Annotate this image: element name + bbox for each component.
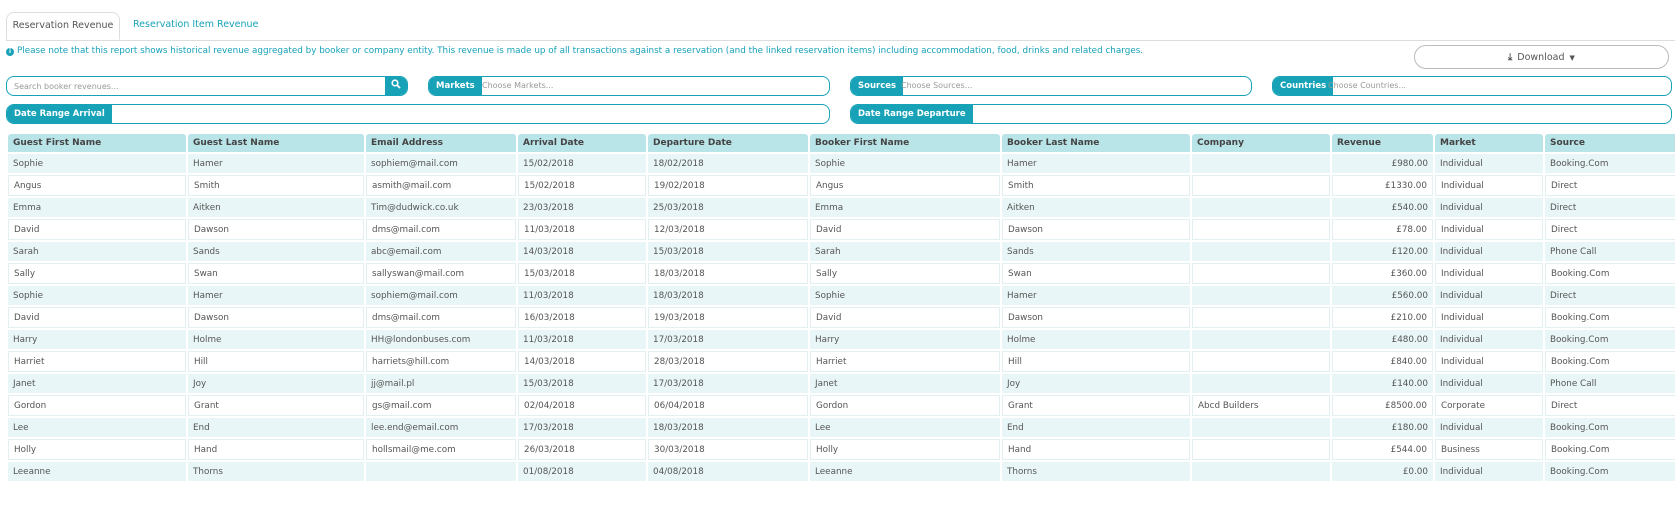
cell-arrival-date: 01/08/2018 — [518, 462, 646, 481]
cell-guest-first-name: Sophie — [8, 154, 186, 173]
date-range-arrival-input[interactable] — [6, 104, 830, 124]
cell-email-address: abc@email.com — [366, 242, 516, 261]
table-row[interactable] — [8, 307, 1675, 328]
cell-booker-last-name: Sands — [1002, 242, 1190, 261]
cell-guest-last-name: Grant — [188, 395, 364, 416]
cell-guest-last-name: Joy — [188, 374, 364, 393]
cell-booker-first-name: Sophie — [810, 154, 1000, 173]
cell-revenue: £180.00 — [1332, 418, 1433, 437]
cell-market: Individual — [1435, 198, 1543, 217]
cell-market: Individual — [1435, 263, 1543, 284]
date-range-departure-input[interactable] — [850, 104, 1672, 124]
cell-guest-first-name: Emma — [8, 198, 186, 217]
cell-revenue: £544.00 — [1332, 439, 1433, 460]
cell-market: Individual — [1435, 330, 1543, 349]
cell-booker-last-name: Joy — [1002, 374, 1190, 393]
table-row[interactable] — [8, 219, 1675, 240]
cell-source: Direct — [1545, 198, 1675, 217]
cell-booker-first-name: Leeanne — [810, 462, 1000, 481]
cell-guest-first-name: Leeanne — [8, 462, 186, 481]
cell-booker-last-name: Hill — [1002, 351, 1190, 372]
cell-booker-first-name: Harry — [810, 330, 1000, 349]
info-note — [6, 46, 1206, 56]
cell-arrival-date: 15/02/2018 — [518, 154, 646, 173]
cell-booker-first-name: Lee — [810, 418, 1000, 437]
table-row[interactable] — [8, 286, 1675, 305]
cell-booker-last-name: Aitken — [1002, 198, 1190, 217]
cell-guest-first-name: David — [8, 307, 186, 328]
cell-source: Booking.Com — [1545, 418, 1675, 437]
table-body — [8, 154, 1675, 481]
download-label: Download — [1517, 52, 1565, 63]
cell-revenue: £560.00 — [1332, 286, 1433, 305]
cell-arrival-date: 26/03/2018 — [518, 439, 646, 460]
search-icon — [391, 79, 401, 89]
cell-email-address: HH@londonbuses.com — [366, 330, 516, 349]
cell-source: Booking.Com — [1545, 307, 1675, 328]
cell-departure-date: 15/03/2018 — [648, 242, 808, 261]
search-button[interactable] — [385, 77, 407, 95]
cell-booker-last-name: Grant — [1002, 395, 1190, 416]
cell-booker-first-name: Sarah — [810, 242, 1000, 261]
cell-market: Individual — [1435, 351, 1543, 372]
cell-email-address: dms@mail.com — [366, 219, 516, 240]
cell-arrival-date: 11/03/2018 — [518, 286, 646, 305]
cell-source: Phone Call — [1545, 374, 1675, 393]
table-row[interactable] — [8, 154, 1675, 173]
cell-email-address: Tim@dudwick.co.uk — [366, 198, 516, 217]
cell-market: Individual — [1435, 154, 1543, 173]
cell-company — [1192, 418, 1330, 437]
cell-guest-first-name: Angus — [8, 175, 186, 196]
cell-email-address: gs@mail.com — [366, 395, 516, 416]
cell-guest-first-name: Harriet — [8, 351, 186, 372]
cell-revenue: £8500.00 — [1332, 395, 1433, 416]
cell-booker-last-name: Hamer — [1002, 154, 1190, 173]
cell-source: Direct — [1545, 175, 1675, 196]
cell-source: Booking.Com — [1545, 462, 1675, 481]
cell-market: Business — [1435, 439, 1543, 460]
cell-departure-date: 17/03/2018 — [648, 374, 808, 393]
cell-email-address: sophiem@mail.com — [366, 154, 516, 173]
cell-email-address: lee.end@email.com — [366, 418, 516, 437]
cell-booker-last-name: Dawson — [1002, 219, 1190, 240]
cell-guest-last-name: Aitken — [188, 198, 364, 217]
cell-market: Individual — [1435, 374, 1543, 393]
cell-company: Abcd Builders — [1192, 395, 1330, 416]
cell-source: Direct — [1545, 286, 1675, 305]
cell-guest-last-name: Swan — [188, 263, 364, 284]
table-row[interactable] — [8, 198, 1675, 217]
cell-guest-last-name: Sands — [188, 242, 364, 261]
cell-arrival-date: 14/03/2018 — [518, 351, 646, 372]
cell-revenue: £980.00 — [1332, 154, 1433, 173]
cell-arrival-date: 15/03/2018 — [518, 374, 646, 393]
cell-market: Individual — [1435, 418, 1543, 437]
cell-guest-first-name: Lee — [8, 418, 186, 437]
cell-arrival-date: 15/02/2018 — [518, 175, 646, 196]
markets-filter[interactable] — [428, 76, 830, 96]
cell-guest-last-name: Hand — [188, 439, 364, 460]
cell-company — [1192, 175, 1330, 196]
cell-guest-first-name: Gordon — [8, 395, 186, 416]
cell-company — [1192, 439, 1330, 460]
markets-filter-placeholder: Choose Markets... — [482, 81, 554, 90]
sources-filter[interactable] — [850, 76, 1252, 96]
cell-market: Individual — [1435, 219, 1543, 240]
cell-arrival-date: 14/03/2018 — [518, 242, 646, 261]
cell-revenue: £540.00 — [1332, 198, 1433, 217]
cell-market: Individual — [1435, 175, 1543, 196]
cell-booker-first-name: Harriet — [810, 351, 1000, 372]
cell-arrival-date: 11/03/2018 — [518, 219, 646, 240]
cell-departure-date: 19/03/2018 — [648, 307, 808, 328]
cell-booker-last-name: Smith — [1002, 175, 1190, 196]
table-row[interactable] — [8, 462, 1675, 481]
cell-departure-date: 28/03/2018 — [648, 351, 808, 372]
cell-booker-first-name: Janet — [810, 374, 1000, 393]
cell-guest-first-name: Holly — [8, 439, 186, 460]
cell-booker-last-name: Hamer — [1002, 286, 1190, 305]
cell-guest-first-name: Sophie — [8, 286, 186, 305]
date-range-arrival-label: Date Range Arrival — [7, 105, 112, 123]
table-row[interactable] — [8, 395, 1675, 416]
download-icon: ⤓ — [1508, 52, 1513, 63]
cell-guest-last-name: Hamer — [188, 286, 364, 305]
table-row[interactable] — [8, 175, 1675, 196]
revenue-table — [6, 132, 1675, 483]
column-header-departure-date[interactable]: Departure Date — [648, 134, 808, 152]
cell-booker-first-name: Emma — [810, 198, 1000, 217]
countries-filter[interactable] — [1272, 76, 1672, 96]
cell-source: Booking.Com — [1545, 154, 1675, 173]
cell-departure-date: 06/04/2018 — [648, 395, 808, 416]
cell-email-address: harriets@hill.com — [366, 351, 516, 372]
cell-departure-date: 18/03/2018 — [648, 286, 808, 305]
cell-booker-last-name: Holme — [1002, 330, 1190, 349]
cell-guest-last-name: Holme — [188, 330, 364, 349]
date-range-departure-label: Date Range Departure — [851, 105, 973, 123]
cell-company — [1192, 154, 1330, 173]
cell-market: Individual — [1435, 286, 1543, 305]
cell-source: Booking.Com — [1545, 351, 1675, 372]
cell-booker-last-name: End — [1002, 418, 1190, 437]
cell-company — [1192, 307, 1330, 328]
cell-arrival-date: 16/03/2018 — [518, 307, 646, 328]
cell-guest-first-name: Sally — [8, 263, 186, 284]
cell-departure-date: 19/02/2018 — [648, 175, 808, 196]
column-header-company[interactable]: Company — [1192, 134, 1330, 152]
cell-source: Booking.Com — [1545, 330, 1675, 349]
cell-email-address: asmith@mail.com — [366, 175, 516, 196]
column-header-email-address[interactable]: Email Address — [366, 134, 516, 152]
cell-arrival-date: 02/04/2018 — [518, 395, 646, 416]
tab-bar — [6, 12, 1675, 41]
cell-booker-first-name: Sophie — [810, 286, 1000, 305]
cell-company — [1192, 374, 1330, 393]
cell-booker-last-name: Hand — [1002, 439, 1190, 460]
cell-booker-first-name: David — [810, 307, 1000, 328]
cell-revenue: £78.00 — [1332, 219, 1433, 240]
search-input[interactable] — [7, 77, 401, 95]
cell-booker-first-name: Gordon — [810, 395, 1000, 416]
cell-company — [1192, 242, 1330, 261]
column-header-guest-last-name[interactable]: Guest Last Name — [188, 134, 364, 152]
column-header-booker-last-name[interactable]: Booker Last Name — [1002, 134, 1190, 152]
sources-filter-placeholder: Choose Sources... — [901, 81, 973, 90]
cell-arrival-date: 17/03/2018 — [518, 418, 646, 437]
sources-filter-label: Sources — [851, 77, 903, 95]
cell-guest-last-name: End — [188, 418, 364, 437]
cell-email-address: sophiem@mail.com — [366, 286, 516, 305]
cell-revenue: £360.00 — [1332, 263, 1433, 284]
cell-guest-first-name: David — [8, 219, 186, 240]
cell-departure-date: 18/03/2018 — [648, 263, 808, 284]
cell-booker-first-name: David — [810, 219, 1000, 240]
info-note-text: Please note that this report shows historical revenue aggregated by booker or company entity. This revenue is made up of all transactions against a reservation (and the linked reservation items) including accommodation, food, drinks and related charges. — [17, 46, 1144, 56]
table-row[interactable] — [8, 330, 1675, 349]
column-header-arrival-date[interactable]: Arrival Date — [518, 134, 646, 152]
cell-departure-date: 18/02/2018 — [648, 154, 808, 173]
cell-guest-first-name: Sarah — [8, 242, 186, 261]
cell-market: Individual — [1435, 462, 1543, 481]
cell-booker-last-name: Swan — [1002, 263, 1190, 284]
download-button[interactable] — [1414, 45, 1669, 69]
cell-arrival-date: 15/03/2018 — [518, 263, 646, 284]
cell-guest-last-name: Hill — [188, 351, 364, 372]
table-row[interactable] — [8, 374, 1675, 393]
cell-source: Booking.Com — [1545, 263, 1675, 284]
cell-company — [1192, 198, 1330, 217]
cell-market: Corporate — [1435, 395, 1543, 416]
table-row[interactable] — [8, 439, 1675, 460]
cell-revenue: £140.00 — [1332, 374, 1433, 393]
cell-company — [1192, 263, 1330, 284]
cell-guest-last-name: Smith — [188, 175, 364, 196]
column-header-market[interactable]: Market — [1435, 134, 1543, 152]
cell-company — [1192, 351, 1330, 372]
cell-guest-first-name: Janet — [8, 374, 186, 393]
cell-booker-first-name: Sally — [810, 263, 1000, 284]
cell-source: Booking.Com — [1545, 439, 1675, 460]
cell-market: Individual — [1435, 307, 1543, 328]
table-row[interactable] — [8, 418, 1675, 437]
cell-guest-last-name: Dawson — [188, 307, 364, 328]
cell-source: Direct — [1545, 395, 1675, 416]
tab-reservation-item-revenue[interactable]: Reservation Item Revenue — [133, 19, 259, 30]
cell-revenue: £1330.00 — [1332, 175, 1433, 196]
cell-departure-date: 25/03/2018 — [648, 198, 808, 217]
search-box — [6, 76, 408, 96]
cell-guest-first-name: Harry — [8, 330, 186, 349]
markets-filter-label: Markets — [429, 77, 482, 95]
cell-departure-date: 18/03/2018 — [648, 418, 808, 437]
cell-source: Direct — [1545, 219, 1675, 240]
cell-company — [1192, 462, 1330, 481]
cell-market: Individual — [1435, 242, 1543, 261]
cell-company — [1192, 330, 1330, 349]
cell-email-address: hollsmail@me.com — [366, 439, 516, 460]
column-header-guest-first-name[interactable]: Guest First Name — [8, 134, 186, 152]
table-row[interactable] — [8, 242, 1675, 261]
countries-filter-placeholder: Choose Countries... — [1328, 81, 1407, 90]
table-row[interactable] — [8, 351, 1675, 372]
cell-source: Phone Call — [1545, 242, 1675, 261]
cell-booker-first-name: Angus — [810, 175, 1000, 196]
cell-email-address — [366, 462, 516, 481]
cell-email-address: sallyswan@mail.com — [366, 263, 516, 284]
cell-revenue: £0.00 — [1332, 462, 1433, 481]
cell-arrival-date: 23/03/2018 — [518, 198, 646, 217]
cell-arrival-date: 11/03/2018 — [518, 330, 646, 349]
cell-departure-date: 04/08/2018 — [648, 462, 808, 481]
info-icon: i — [6, 48, 14, 56]
cell-guest-last-name: Hamer — [188, 154, 364, 173]
table-row[interactable] — [8, 263, 1675, 284]
cell-revenue: £210.00 — [1332, 307, 1433, 328]
column-header-booker-first-name[interactable]: Booker First Name — [810, 134, 1000, 152]
cell-departure-date: 12/03/2018 — [648, 219, 808, 240]
column-header-source[interactable]: Source — [1545, 134, 1675, 152]
cell-guest-last-name: Dawson — [188, 219, 364, 240]
cell-email-address: jj@mail.pl — [366, 374, 516, 393]
countries-filter-label: Countries — [1273, 77, 1333, 95]
cell-booker-last-name: Thorns — [1002, 462, 1190, 481]
table-header-row — [8, 134, 1675, 152]
caret-down-icon: ▼ — [1569, 54, 1575, 62]
cell-booker-last-name: Dawson — [1002, 307, 1190, 328]
cell-revenue: £480.00 — [1332, 330, 1433, 349]
cell-guest-last-name: Thorns — [188, 462, 364, 481]
cell-revenue: £120.00 — [1332, 242, 1433, 261]
cell-company — [1192, 286, 1330, 305]
column-header-revenue[interactable]: Revenue — [1332, 134, 1433, 152]
cell-departure-date: 30/03/2018 — [648, 439, 808, 460]
cell-departure-date: 17/03/2018 — [648, 330, 808, 349]
cell-company — [1192, 219, 1330, 240]
tab-reservation-revenue[interactable]: Reservation Revenue — [6, 12, 120, 40]
cell-booker-first-name: Holly — [810, 439, 1000, 460]
cell-revenue: £840.00 — [1332, 351, 1433, 372]
cell-email-address: dms@mail.com — [366, 307, 516, 328]
